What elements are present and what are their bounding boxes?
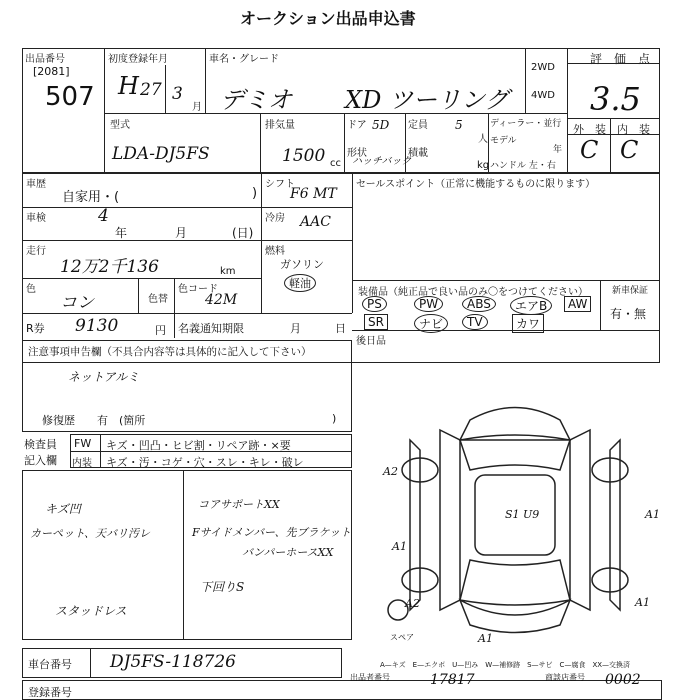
mileage-value: 12万2千136	[60, 257, 159, 277]
reg-year: 27	[140, 80, 162, 100]
lot-label: 出品番号	[25, 54, 65, 65]
mark-roof: S1 U9	[505, 508, 540, 521]
inspector-label1: 検査員	[24, 438, 57, 451]
reg-month-unit: 月	[192, 102, 202, 113]
dealer-model-label: モデル	[490, 136, 517, 146]
inspector-in-items: キズ・汚・コゲ・穴・スレ・キレ・破レ	[106, 456, 304, 469]
dealer-label: ディーラー・並行	[490, 119, 562, 129]
bottom-label: 登録番号	[28, 686, 72, 699]
spare-label: スペア	[390, 633, 414, 642]
disp-label: 排気量	[265, 120, 295, 131]
dealer-model-unit: 年	[553, 145, 563, 155]
model-value: LDA-DJ5FS	[112, 144, 210, 164]
name-limit-month: 月	[290, 322, 301, 335]
mid-note-3: バンパーホースXX	[242, 546, 334, 559]
car-label: 車名・グレード	[209, 54, 279, 65]
fuel-gas: ガソリン	[280, 258, 324, 271]
mid-note-1: コアサポートXX	[198, 498, 280, 511]
reg-month: 3	[172, 84, 183, 104]
mid-note-2: Fサイドメンバー、先ブラケット	[192, 526, 351, 539]
ext-grade: C	[580, 136, 599, 164]
mileage-label: 走行	[26, 246, 46, 257]
notes-text: ネットアルミ	[68, 370, 140, 384]
inspector-fw: FW	[74, 437, 92, 450]
mid-note-4: 下回りS	[200, 580, 245, 594]
bottom-num-label: 出品者番号	[350, 673, 390, 682]
lot-number: 507	[45, 82, 95, 112]
recycle-unit: 円	[155, 324, 166, 337]
equip-abs: ABS	[462, 296, 496, 312]
lot-code: [2081]	[33, 65, 70, 78]
inspect-month: 月	[175, 226, 188, 240]
later-label: 後日品	[356, 336, 386, 347]
mark-a1-left: A1	[392, 540, 407, 553]
recycle-value: 9130	[75, 316, 119, 336]
bottom-num: 17817	[430, 672, 475, 688]
int-grade: C	[620, 136, 639, 164]
equip-tv: TV	[462, 314, 488, 330]
mark-a1-br: A1	[635, 596, 650, 609]
drive-2wd: 2WD	[531, 62, 555, 73]
name-limit-label: 名義通知期限	[178, 322, 244, 335]
equip-label: 装備品（純正品で良い品のみ〇をつけてください）	[358, 287, 588, 298]
model-label: 型式	[110, 120, 130, 131]
equip-pw: PW	[414, 296, 443, 312]
name-limit-day: 日	[335, 322, 346, 335]
handle-label: ハンドル 左・右	[490, 161, 556, 171]
chassis-value: DJ5FS-118726	[110, 652, 236, 672]
drive-4wd: 4WD	[531, 90, 555, 101]
int-label: 内 装	[617, 123, 650, 136]
disp-value: 1500	[282, 146, 326, 166]
mark-a1-right: A1	[645, 508, 660, 521]
equip-leather: カワ	[512, 314, 544, 333]
recycle-label: R券	[26, 322, 45, 335]
equip-navi: ナビ	[414, 314, 448, 333]
shift-value: F6 MT	[290, 186, 337, 202]
cap-value: 5	[455, 118, 463, 132]
load-label: 積載	[408, 148, 428, 159]
diagram-legend: A—キズ E—エクボ U—凹み W—補修跡 S—サビ C—腐食 XX—交換済	[380, 661, 631, 669]
sales-label: セールスポイント（正常に機能するものに限ります）	[356, 179, 596, 190]
mark-a1-rear: A1	[478, 632, 493, 645]
reg-label: 初度登録年月	[108, 54, 168, 65]
color-value: コン	[60, 293, 94, 313]
equip-ps: PS	[362, 296, 387, 312]
equip-aw: AW	[564, 296, 591, 312]
car-grade: XD ツーリング	[345, 86, 509, 114]
color-code: 42M	[205, 292, 238, 308]
repair-label: 修復歴 有 (箇所	[42, 414, 146, 427]
inspect-label: 車検	[26, 213, 46, 224]
shape-label: 形状	[347, 148, 367, 159]
bottom-num2: 0002	[605, 672, 641, 688]
shape-value: ハッチバック	[352, 156, 412, 167]
disp-unit: cc	[330, 158, 341, 169]
color-label: 色	[26, 284, 36, 295]
grade-score: 3.5	[590, 80, 641, 118]
remark-3: スタッドレス	[55, 604, 127, 618]
chassis-label: 車台番号	[28, 658, 72, 671]
ext-label: 外 装	[573, 123, 606, 136]
load-unit: kg	[477, 160, 490, 171]
remark-1: キズ凹	[45, 502, 81, 516]
door-value: 5D	[372, 118, 390, 132]
equip-sr: SR	[364, 314, 388, 330]
cap-label: 定員	[408, 120, 428, 131]
equip-airbag: エアB	[510, 296, 552, 315]
inspect-value: 4	[98, 206, 109, 226]
door-label: ドア	[347, 120, 367, 131]
mark-a2-bottom: A2	[405, 597, 420, 610]
inspect-year: 年	[115, 226, 128, 240]
cap-unit: 人	[478, 134, 488, 145]
inspector-label2: 記入欄	[24, 454, 57, 467]
reg-era: H	[118, 72, 139, 100]
ac-label: 冷房	[265, 213, 285, 224]
color-code2-label: 色コード	[178, 284, 218, 295]
grade-label: 評 価 点	[590, 52, 651, 66]
bottom-num2-label: 商談店番号	[545, 673, 585, 682]
inspect-day: (日)	[232, 226, 254, 240]
color-code-label: 色替	[148, 294, 168, 305]
inspector-in: 内装	[72, 458, 92, 469]
shift-label: シフト	[265, 179, 295, 190]
equip-new-value: 有・無	[610, 307, 647, 321]
bottom-frame	[22, 680, 662, 700]
notes-label: 注意事項申告欄（不具合内容等は具体的に記入して下さい）	[28, 346, 312, 358]
fuel-diesel: 軽油	[284, 274, 316, 292]
repair-close: )	[332, 412, 337, 425]
form-title: オークション出品申込書	[240, 9, 416, 28]
ac-value: AAC	[300, 214, 331, 230]
type-value: 自家用・(	[62, 190, 120, 205]
remark-2: カーペット、天バリ汚レ	[30, 527, 151, 540]
inspector-fw-items: キズ・凹凸・ヒビ割・リペア跡・×要	[106, 439, 291, 452]
type-label: 車歴	[26, 179, 46, 190]
fuel-label: 燃料	[265, 246, 285, 257]
car-name: デミオ	[220, 86, 292, 114]
mileage-unit: km	[220, 266, 236, 277]
type-close: )	[252, 186, 258, 201]
mark-a2-top: A2	[383, 465, 398, 478]
equip-new-label: 新車保証	[612, 286, 649, 296]
